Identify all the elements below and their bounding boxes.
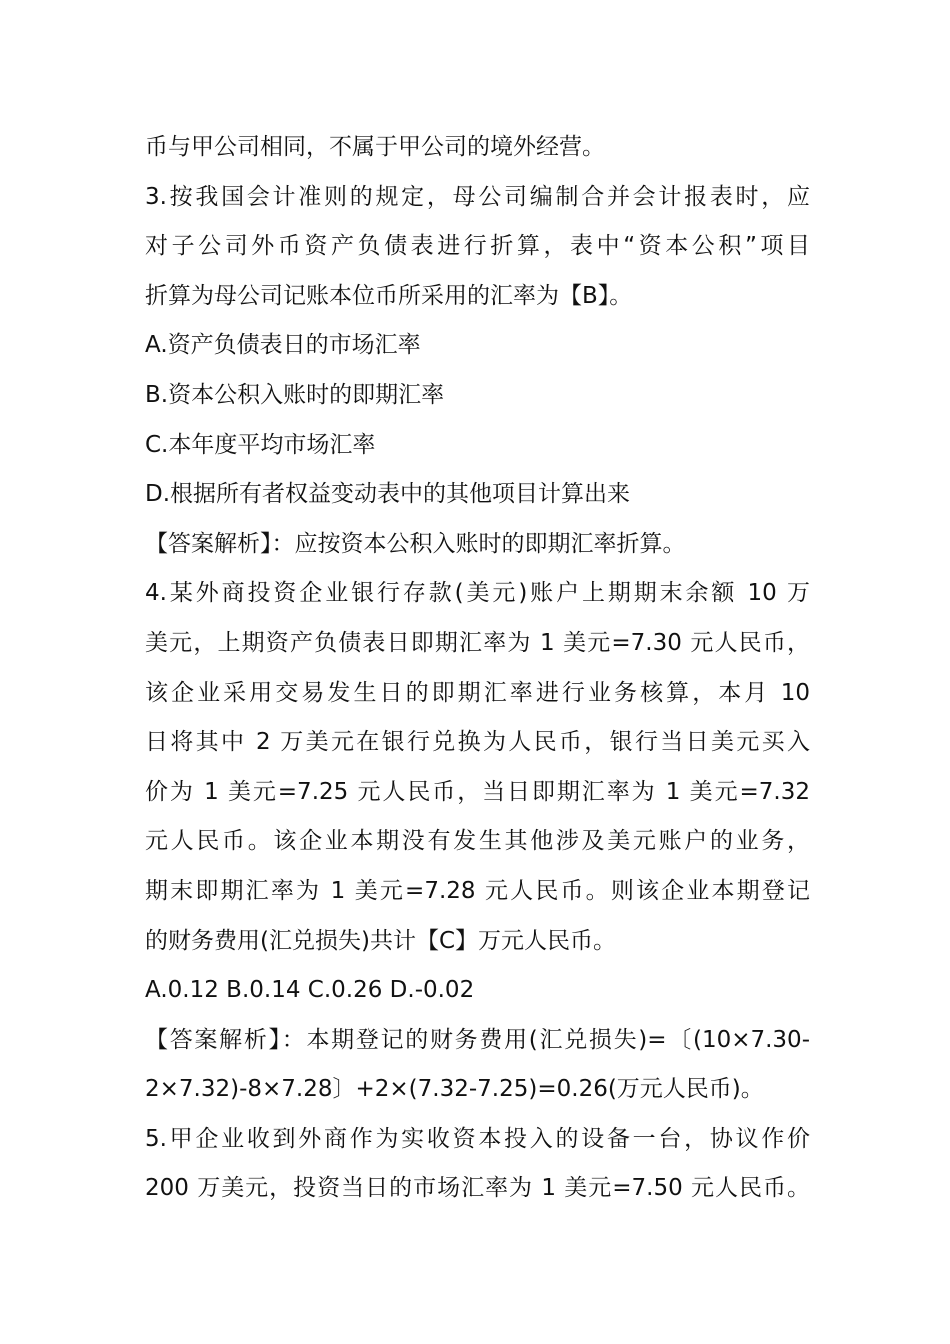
text-line-12: 该企业采用交易发生日的即期汇率进行业务核算，本月 10 [145,679,810,706]
option-b: B.资本公积入账时的即期汇率 [145,381,445,408]
text-line-21: 5.甲企业收到外商作为实收资本投入的设备一台，协议作价 [145,1125,810,1152]
answer-explanation-3: 【答案解析】：应按资本公积入账时的即期汇率折算。 [145,530,686,557]
text-line-2: 3.按我国会计准则的规定，母公司编制合并会计报表时，应 [145,183,810,210]
option-a: A.资产负债表日的市场汇率 [145,332,421,359]
text-line-11: 美元，上期资产负债表日即期汇率为 1 美元=7.30 元人民币， [145,629,810,656]
text-line-4: 折算为母公司记账本位币所采用的汇率为【B】。 [145,282,633,309]
answer-explanation-4-part1: 【答案解析】：本期登记的财务费用(汇兑损失)=〔(10×7.30- [145,1026,810,1053]
text-line-22: 200 万美元，投资当日的市场汇率为 1 美元=7.50 元人民币。 [145,1175,810,1202]
option-c: C.本年度平均市场汇率 [145,431,376,458]
text-line-16: 期末即期汇率为 1 美元=7.28 元人民币。则该企业本期登记 [145,877,810,904]
text-line-15: 元人民币。该企业本期没有发生其他涉及美元账户的业务， [145,828,810,855]
text-line-14: 价为 1 美元=7.25 元人民币，当日即期汇率为 1 美元=7.32 [145,778,810,805]
text-line-3: 对子公司外币资产负债表进行折算，表中“资本公积”项目 [145,233,810,260]
document-body [145,123,810,1214]
options-line-4: A.0.12 B.0.14 C.0.26 D.-0.02 [145,977,475,1004]
text-line-17: 的财务费用(汇兑损失)共计【C】万元人民币。 [145,927,617,954]
text-line-13: 日将其中 2 万美元在银行兑换为人民币，银行当日美元买入 [145,729,810,756]
text-line-1: 币与甲公司相同，不属于甲公司的境外经营。 [145,134,605,160]
answer-explanation-4-part2: 2×7.32)-8×7.28〕+2×(7.32-7.25)=0.26(万元人民币)。 [145,1076,764,1103]
option-d: D.根据所有者权益变动表中的其他项目计算出来 [145,481,631,508]
text-line-10: 4.某外商投资企业银行存款(美元)账户上期期末余额 10 万 [145,580,810,607]
